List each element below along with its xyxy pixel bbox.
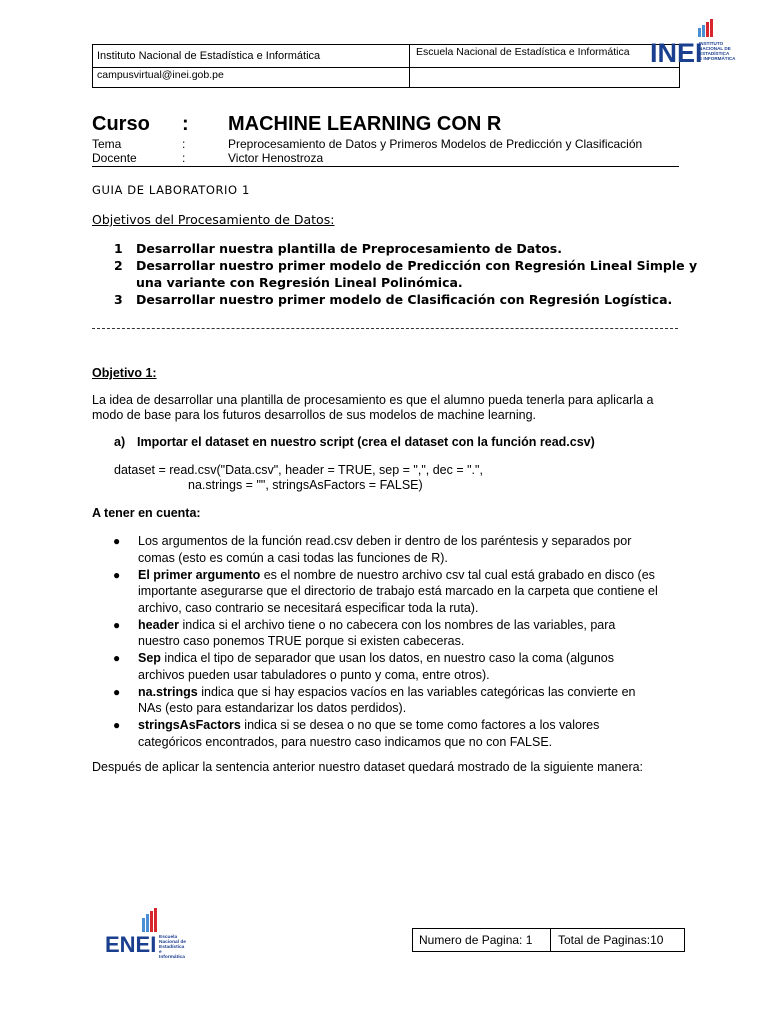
enei-logo-subtext-5: Informática xyxy=(159,955,185,960)
bullet-keyword: Sep xyxy=(138,651,161,665)
step-a-text: Importar el dataset en nuestro script (crea el dataset con la función read.csv) xyxy=(137,435,595,449)
bullet-keyword: stringsAsFactors xyxy=(138,718,241,732)
course-title: MACHINE LEARNING CON R xyxy=(228,113,502,135)
bullet-line: archivos pueden usar tabuladores o punto y coma, entre otros). xyxy=(138,667,490,682)
title-rule xyxy=(92,166,679,167)
docente-colon: : xyxy=(182,151,186,165)
enei-logo-subtext-4: e xyxy=(159,950,162,955)
objective1-title: Objetivo 1: xyxy=(92,366,157,380)
objective1-intro-line2: modo de base para los futuros desarrollos de sus modelos de machine learning. xyxy=(92,408,537,422)
bullet-keyword: header xyxy=(138,617,179,632)
docente-label: Docente xyxy=(92,151,137,165)
separator-line xyxy=(92,328,678,329)
bullet-icon: ● xyxy=(113,617,121,632)
list-item xyxy=(110,684,670,717)
tema-label: Tema xyxy=(92,137,122,151)
course-colon: : xyxy=(182,113,189,135)
header-divider-vertical xyxy=(409,44,410,88)
bullet-line: archivo, caso contrario se necesitará especificar toda la ruta). xyxy=(138,600,479,615)
inei-logo-subtext-3: ESTADÍSTICA xyxy=(699,51,730,56)
total-pages: Total de Paginas:10 xyxy=(558,933,664,947)
bullet-line: indica si se desea o no que se tome como factores a los valores xyxy=(240,718,600,732)
inei-logo-subtext-2: NACIONAL DE xyxy=(699,46,731,51)
guide-title: GUIA DE LABORATORIO 1 xyxy=(92,183,250,197)
page-info-divider xyxy=(550,928,551,952)
bullet-line: categóricos encontrados, para nuestro caso indicamos que no con FALSE. xyxy=(138,734,553,749)
objective-item: Desarrollar nuestro primer modelo de Clasificación con Regresión Logística. xyxy=(136,292,673,307)
bullet-line: indica el tipo de separador que usan los datos, en nuestro caso la coma (algunos xyxy=(160,651,615,665)
notes-list xyxy=(110,533,670,751)
list-item xyxy=(110,650,670,683)
inei-logo xyxy=(646,16,738,72)
tema-colon: : xyxy=(182,137,186,151)
bullet-keyword: El primer argumento xyxy=(138,567,261,582)
closing-text: Después de aplicar la sentencia anterior nuestro dataset quedará mostrado de la siguiente manera: xyxy=(92,760,644,774)
objective-item: Desarrollar nuestro primer modelo de Predicción con Regresión Lineal Simple y xyxy=(136,258,698,273)
list-item xyxy=(110,567,670,617)
enei-logo-subtext-2: Nacional de xyxy=(159,940,186,945)
header-divider-horizontal xyxy=(92,67,680,68)
objective-number: 3 xyxy=(114,292,123,307)
bullet-icon: ● xyxy=(113,534,121,548)
inei-logo-subtext-4: E INFORMÁTICA xyxy=(699,56,736,61)
bullet-line: indica que si hay espacios vacíos en las variables categóricas las convierte en xyxy=(197,684,636,699)
bullet-icon: ● xyxy=(113,651,121,665)
bullet-line: NAs (esto para estandarizar los datos perdidos). xyxy=(138,701,407,715)
bullet-icon: ● xyxy=(113,567,121,582)
enei-logo-subtext-3: Estadística xyxy=(159,945,185,950)
objectives-title: Objetivos del Procesamiento de Datos: xyxy=(92,212,335,227)
tema-value: Preprocesamiento de Datos y Primeros Modelos de Predicción y Clasificación xyxy=(228,137,643,151)
bullet-icon: ● xyxy=(113,684,121,699)
bullet-line: indica si el archivo tiene o no cabecera con los nombres de las variables, para xyxy=(179,617,616,632)
objective-number: 1 xyxy=(114,241,123,256)
objective-number: 2 xyxy=(114,258,123,273)
header-institute: Instituto Nacional de Estadística e Informática xyxy=(97,50,321,62)
bullet-line: nuestro caso ponemos TRUE porque si existen cabeceras. xyxy=(138,634,465,648)
list-item xyxy=(110,717,670,750)
bullet-line: Los argumentos de la función read.csv deben ir dentro de los paréntesis y separados por xyxy=(138,534,632,548)
inei-logo-subtext-1: INSTITUTO xyxy=(699,41,724,46)
inei-logo-text: INEI xyxy=(650,38,703,68)
objective-item: Desarrollar nuestra plantilla de Preprocesamiento de Datos. xyxy=(136,241,562,256)
list-item xyxy=(110,533,670,566)
bullet-keyword: na.strings xyxy=(138,684,198,699)
code-line-1: dataset = read.csv("Data.csv", header = TRUE, sep = ",", dec = ".", xyxy=(114,463,483,477)
header-email: campusvirtual@inei.gob.pe xyxy=(97,69,224,81)
bullet-line: comas (esto es común a casi todas las funciones de R). xyxy=(138,550,448,565)
note-title: A tener en cuenta: xyxy=(92,506,201,520)
course-label: Curso xyxy=(92,113,150,135)
enei-logo-subtext-1: Escuela xyxy=(159,935,178,940)
step-a-label: a) xyxy=(114,435,126,449)
header-school: Escuela Nacional de Estadística e Informática xyxy=(416,46,630,58)
bullet-line: importante asegurarse que el directorio de trabajo está marcado en la carpeta que contiene el xyxy=(138,584,658,598)
objective1-intro-line1: La idea de desarrollar una plantilla de procesamiento es que el alumno pueda tenerla para aplicarla a xyxy=(92,393,654,407)
page-number: Numero de Pagina: 1 xyxy=(419,933,533,947)
docente-value: Victor Henostroza xyxy=(228,151,324,165)
objective-item-continued: una variante con Regresión Lineal Polinómica. xyxy=(136,275,463,290)
enei-logo-text: ENEI xyxy=(105,932,157,957)
list-item xyxy=(110,617,670,650)
code-line-2: na.strings = "", stringsAsFactors = FALSE) xyxy=(188,478,423,492)
enei-logo xyxy=(104,908,200,962)
bullet-line: es el nombre de nuestro archivo csv tal cual está grabado en disco (es xyxy=(260,567,655,582)
bullet-icon: ● xyxy=(113,718,121,732)
